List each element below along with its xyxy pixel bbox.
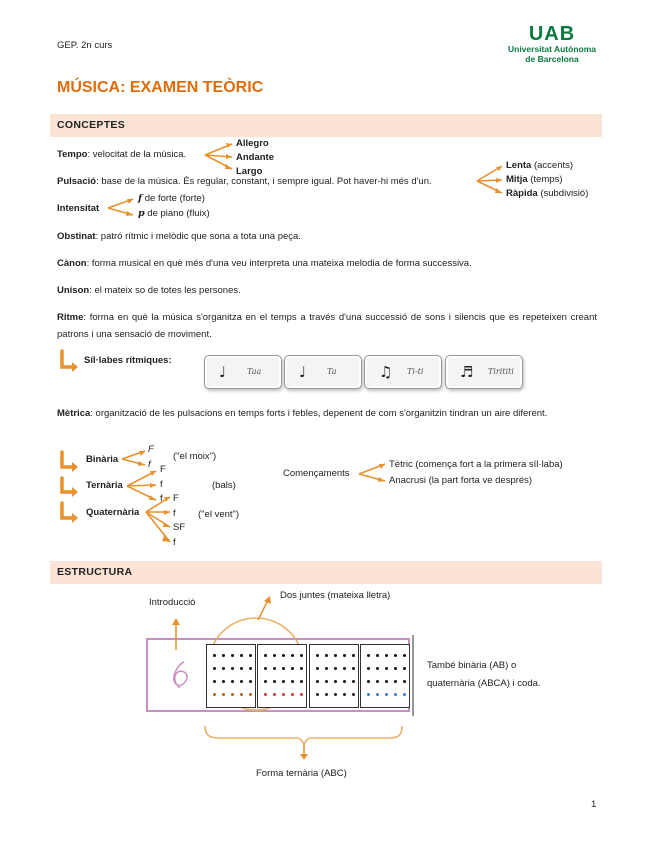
beat-dot — [222, 667, 225, 670]
logo-main: UAB — [528, 23, 576, 45]
beat-dot — [367, 693, 370, 696]
beat-dot — [213, 654, 216, 657]
beat-dot — [300, 693, 303, 696]
pulse-option-1-name: Lenta — [506, 160, 532, 171]
beat-dot — [343, 680, 346, 683]
quaternary-accent-1: F — [173, 493, 179, 504]
beat-dot — [300, 654, 303, 657]
beat-dot — [316, 693, 319, 696]
rhythm-label: Ritme — [57, 312, 84, 323]
beat-dot — [367, 680, 370, 683]
pulse-option-3-note: (subdivisió) — [537, 188, 589, 199]
beat-dot — [222, 680, 225, 683]
beat-dot — [394, 680, 397, 683]
sixteenth-notes-icon: ♬ — [460, 363, 474, 381]
binary-accent-1: F — [148, 444, 154, 455]
beat-dot — [222, 654, 225, 657]
page-title: MÚSICA: EXAMEN TEÒRIC — [57, 79, 264, 96]
tempo-option-3: Largo — [236, 166, 263, 177]
beat-dot — [273, 680, 276, 683]
meter-text: : organització de les pulsacions en temps forts i febles, depenent de com s'organitzin tindran un aire diferent. — [90, 408, 548, 419]
page-number: 1 — [591, 799, 597, 810]
course-label: GEP. 2n curs — [57, 40, 113, 51]
beat-dot — [282, 654, 285, 657]
beat-dot — [394, 693, 397, 696]
quaternary-accent-2: f — [173, 508, 176, 519]
ostinato-label: Obstinat — [57, 231, 96, 242]
syllable-tirititi: Tirititi — [488, 367, 514, 376]
canon-text: : forma musical en què més d'una veu interpreta una mateixa melodia de forma successiva. — [86, 258, 472, 269]
intensity-label: Intensitat — [57, 203, 100, 214]
beat-dot — [367, 654, 370, 657]
measure-4 — [360, 644, 410, 708]
beat-dot — [367, 667, 370, 670]
section-structure-heading: ESTRUCTURA — [57, 566, 133, 578]
tempo-option-1: Allegro — [236, 138, 269, 149]
pulse-label: Pulsació — [57, 176, 97, 187]
beat-dot — [334, 680, 337, 683]
beat-dot — [249, 680, 252, 683]
section-concepts-heading: CONCEPTES — [57, 119, 126, 131]
beat-dot — [264, 693, 267, 696]
beat-dot — [291, 693, 294, 696]
beat-dot — [343, 693, 346, 696]
beat-dot — [213, 680, 216, 683]
also-line-1-text: També binària (AB) o — [427, 660, 517, 671]
binary-label: Binària — [86, 454, 119, 465]
beat-dot — [249, 667, 252, 670]
beat-dot — [403, 693, 406, 696]
beat-dot — [282, 680, 285, 683]
beat-dot — [240, 667, 243, 670]
meter-label: Mètrica — [57, 408, 91, 419]
beat-dot — [385, 654, 388, 657]
measure-2 — [257, 644, 307, 708]
beat-dot — [334, 667, 337, 670]
beat-dot — [264, 680, 267, 683]
pulse-option-3-name: Ràpida — [506, 188, 538, 199]
quaternary-note: ("el vent") — [198, 509, 240, 520]
beat-dot — [249, 654, 252, 657]
tempo-text: : velocitat de la música. — [87, 149, 187, 160]
beat-dot — [231, 680, 234, 683]
syllable-ta: Ta — [327, 367, 337, 376]
quaternary-accent-3: SF — [173, 522, 186, 533]
beat-dot — [352, 680, 355, 683]
together-label: Dos juntes (mateixa lletra) — [280, 590, 391, 601]
beginnings-option-2: Anacrusi (la part forta ve després) — [389, 475, 533, 486]
rhythm-text: : forma en què la música s'organitza en el temps a través d'una successió de sons i silencis que es repeteixen creant patrons i una sensació de moviment. — [57, 312, 597, 340]
pulse-option-1-note: (accents) — [531, 160, 574, 171]
beat-dot — [385, 667, 388, 670]
beat-dot — [249, 693, 252, 696]
beat-dot — [231, 654, 234, 657]
canon-label: Cànon — [57, 258, 87, 269]
beat-dot — [231, 693, 234, 696]
beat-dot — [240, 654, 243, 657]
beat-dot — [213, 667, 216, 670]
beat-dot — [325, 654, 328, 657]
beat-dot — [403, 680, 406, 683]
beat-dot — [273, 654, 276, 657]
beat-dot — [376, 654, 379, 657]
also-line-2: quaternària (ABCA) i coda. — [427, 678, 541, 689]
forte-text: de forte (forte) — [142, 193, 205, 204]
beat-dot — [385, 693, 388, 696]
beat-dot — [282, 693, 285, 696]
eighth-notes-icon: ♫ — [379, 363, 393, 381]
beat-dot — [291, 680, 294, 683]
binary-note: ("el moix") — [173, 451, 217, 462]
beat-dot — [334, 654, 337, 657]
beat-dot — [264, 654, 267, 657]
ternary-accent-1: F — [160, 464, 166, 475]
ternary-note: (bals) — [212, 480, 236, 491]
beat-dot — [282, 667, 285, 670]
pulse-option-2-name: Mitja — [506, 174, 528, 185]
measure-3 — [309, 644, 359, 708]
tempo-option-2: Andante — [236, 152, 274, 163]
beat-dot — [325, 667, 328, 670]
logo-line-1: Universitat Autònoma — [507, 44, 596, 54]
beat-dot — [264, 667, 267, 670]
beat-dot — [231, 667, 234, 670]
ternary-accent-2: f — [160, 479, 163, 490]
beat-dot — [273, 667, 276, 670]
syllables-label: Síl·labes rítmiques: — [84, 355, 172, 366]
beat-dot — [316, 667, 319, 670]
beat-dot — [325, 680, 328, 683]
beat-dot — [343, 667, 346, 670]
beat-dot — [394, 654, 397, 657]
tempo-label: Tempo — [57, 149, 88, 160]
beat-dot — [222, 693, 225, 696]
beat-dot — [403, 654, 406, 657]
quarter-note-icon: ♩ — [299, 363, 307, 381]
beat-dot — [316, 680, 319, 683]
beat-dot — [376, 680, 379, 683]
binary-accent-2: f — [148, 459, 151, 470]
quaternary-label: Quaternària — [86, 507, 140, 518]
syllable-titi: Ti-ti — [407, 367, 424, 376]
beat-dot — [300, 667, 303, 670]
beat-dot — [343, 654, 346, 657]
beat-dot — [316, 654, 319, 657]
beat-dot — [376, 693, 379, 696]
beat-dot — [240, 693, 243, 696]
beat-dot — [325, 693, 328, 696]
beat-dot — [334, 693, 337, 696]
beat-dot — [394, 667, 397, 670]
beat-dot — [273, 693, 276, 696]
beat-dot — [300, 680, 303, 683]
beat-dot — [403, 667, 406, 670]
beat-dot — [213, 693, 216, 696]
ternary-label: Ternària — [86, 480, 123, 491]
piano-symbol: p — [138, 208, 145, 219]
unison-label: Uníson — [57, 285, 90, 296]
logo-line-2: de Barcelona — [525, 54, 579, 64]
piano-text: de piano (fluix) — [144, 208, 210, 219]
beat-dot — [376, 667, 379, 670]
beat-dot — [352, 654, 355, 657]
unison-text: : el mateix so de totes les persones. — [89, 285, 241, 296]
beat-dot — [352, 667, 355, 670]
ternary-form-label: Forma ternària (ABC) — [256, 768, 347, 779]
beat-dot — [291, 654, 294, 657]
ostinato-text: : patró rítmic i melòdic que sona a tota una peça. — [95, 231, 301, 242]
pulse-option-2-note: (temps) — [527, 174, 563, 185]
beginnings-option-1: Tètric (comença fort a la primera síl·laba) — [389, 459, 563, 470]
beat-dot — [385, 680, 388, 683]
pulse-text: : base de la música. És regular, constant, i sempre igual. Pot haver-hi més d'un. — [96, 176, 432, 187]
forte-symbol: f — [138, 193, 143, 204]
beginnings-label: Començaments — [283, 468, 350, 479]
beat-dot — [352, 693, 355, 696]
intro-label: Introducció — [149, 597, 196, 608]
beat-dot — [291, 667, 294, 670]
quarter-note-icon: ♩ — [219, 363, 227, 381]
measure-1 — [206, 644, 256, 708]
syllable-taa: Taa — [247, 367, 262, 376]
ternary-accent-3: f — [160, 493, 163, 504]
quaternary-accent-4: f — [173, 537, 176, 548]
beat-dot — [240, 680, 243, 683]
